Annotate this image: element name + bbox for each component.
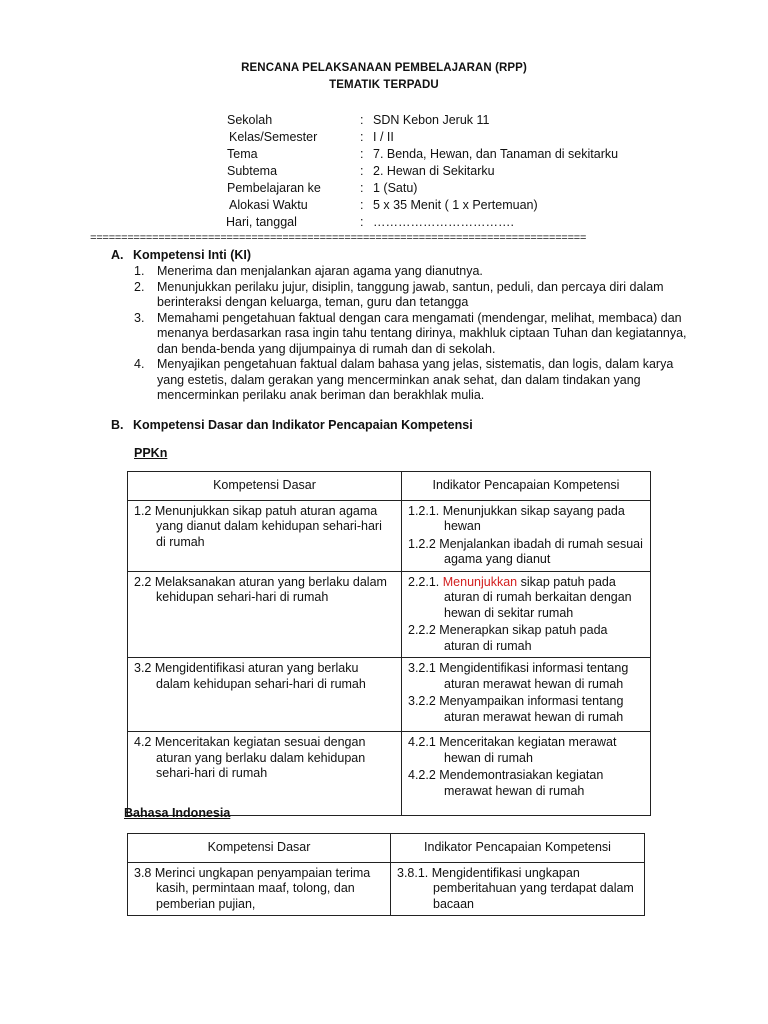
info-colon: : — [360, 198, 364, 212]
ki-list — [134, 264, 694, 404]
table-row — [128, 500, 651, 571]
kd-cell — [128, 732, 402, 816]
indicator-cell — [402, 658, 651, 732]
kd-text: 1.2 Menunjukkan sikap patuh aturan agama yang dianut dalam kehidupan sehari-hari di rumah — [134, 503, 382, 549]
ppkn-table — [127, 471, 651, 816]
indicator-cell — [391, 862, 645, 916]
kd-cell — [128, 571, 402, 658]
kd-cell — [128, 862, 391, 916]
info-value: ……………………………. — [373, 215, 514, 229]
indicator-text: Menceritakan kegiatan merawat hewan di rumah — [439, 735, 617, 765]
list-item-number: 2. — [134, 279, 145, 294]
indicator-text: Menerapkan sikap patuh pada aturan di rumah — [439, 623, 608, 653]
ppkn-heading: PPKn — [134, 446, 168, 460]
indicator-text: Mengidentifikasi ungkapan pemberitahuan yang terdapat dalam bacaan — [431, 865, 634, 911]
info-colon: : — [360, 147, 364, 161]
indicator-item — [408, 768, 644, 799]
info-label: Alokasi Waktu — [229, 198, 308, 212]
list-item-text: Menerima dan menjalankan ajaran agama yang dianutnya. — [157, 264, 483, 278]
indicator-text: Menjalankan ibadah di rumah sesuai agama yang dianut — [439, 536, 643, 566]
table-header-row — [128, 834, 645, 863]
indicator-item — [408, 694, 644, 725]
list-item — [134, 280, 694, 311]
separator-line: ================================================================================ — [90, 233, 587, 245]
kd-cell — [128, 500, 402, 571]
kd-text: 3.8 Merinci ungkapan penyampaian terima kasih, permintaan maaf, tolong, dan pemberian pujian, — [134, 865, 371, 911]
indicator-number: 4.2.1 — [408, 735, 436, 749]
list-item-number: 3. — [134, 310, 145, 325]
table-header-row — [128, 472, 651, 501]
indicator-item — [408, 623, 644, 654]
list-item — [134, 311, 694, 358]
table-row — [128, 732, 651, 816]
list-item-number: 4. — [134, 357, 145, 371]
info-colon: : — [360, 215, 364, 229]
column-header-ipk: Indikator Pencapaian Kompetensi — [402, 472, 651, 501]
indicator-text: Menunjukkan sikap sayang pada hewan — [442, 503, 625, 533]
indicator-number: 1.2.1. — [408, 503, 440, 518]
list-item-text: Memahami pengetahuan faktual dengan cara mengamati (mendengar, melihat, membaca) dan menanya berdasarkan rasa ingin tahu tentang dirinya, makhluk ciptaan Tuhan dan kegiatannya, dan benda-benda yang dijumpainya di rumah dan di sekolah. — [157, 310, 687, 356]
section-a-title: Kompetensi Inti (KI) — [133, 248, 252, 262]
indicator-number: 2.2.1. — [408, 574, 440, 589]
column-header-ipk: Indikator Pencapaian Kompetensi — [391, 834, 645, 863]
bahasa-table — [127, 833, 645, 916]
list-item — [134, 264, 694, 280]
indicator-number: 3.2.1 — [408, 661, 436, 675]
info-value: I / II — [373, 130, 394, 144]
list-item-text: Menunjukkan perilaku jujur, disiplin, tanggung jawab, santun, peduli, dan percaya diri dalam berinteraksi dengan keluarga, teman, guru dan tetangga — [157, 279, 664, 309]
indicator-number: 2.2.2 — [408, 623, 436, 637]
document-title: RENCANA PELAKSANAAN PEMBELAJARAN (RPP) — [241, 62, 527, 74]
kd-text: 2.2 Melaksanakan aturan yang berlaku dalam kehidupan sehari-hari di rumah — [134, 574, 387, 604]
info-value: 7. Benda, Hewan, dan Tanaman di sekitarku — [373, 147, 619, 161]
info-label: Sekolah — [227, 113, 273, 127]
info-value: 1 (Satu) — [373, 181, 418, 195]
info-label: Subtema — [227, 164, 278, 178]
bahasa-heading: Bahasa Indonesia — [124, 806, 231, 820]
indicator-item — [397, 866, 638, 913]
indicator-item — [408, 735, 644, 766]
indicator-cell — [402, 571, 651, 658]
info-value: SDN Kebon Jeruk 11 — [373, 113, 490, 127]
info-label: Pembelajaran ke — [227, 181, 321, 195]
indicator-item — [408, 575, 644, 622]
info-value: 2. Hewan di Sekitarku — [373, 164, 495, 178]
indicator-text: Mengidentifikasi informasi tentang aturan merawat hewan di rumah — [439, 661, 629, 691]
kd-text: 4.2 Menceritakan kegiatan sesuai dengan aturan yang berlaku dalam kehidupan sehari-hari di rumah — [134, 735, 366, 780]
document-subtitle: TEMATIK TERPADU — [329, 79, 439, 91]
table-row — [128, 862, 645, 916]
list-item-number: 1. — [134, 264, 145, 278]
indicator-number: 3.2.2 — [408, 694, 436, 708]
indicator-text: sikap patuh pada aturan di rumah berkaitan dengan hewan di sekitar rumah — [444, 574, 632, 620]
highlighted-word: Menunjukkan — [442, 574, 518, 589]
indicator-item — [408, 504, 644, 535]
info-value: 5 x 35 Menit ( 1 x Pertemuan) — [373, 198, 538, 212]
kd-text: 3.2 Mengidentifikasi aturan yang berlaku dalam kehidupan sehari-hari di rumah — [134, 661, 366, 691]
table-row — [128, 571, 651, 658]
info-label: Kelas/Semester — [229, 130, 318, 144]
indicator-text: Menyampaikan informasi tentang aturan merawat hewan di rumah — [439, 694, 624, 724]
info-label: Hari, tanggal — [226, 215, 297, 229]
info-colon: : — [360, 113, 364, 127]
list-item-text: Menyajikan pengetahuan faktual dalam bahasa yang jelas, sistematis, dan logis, dalam karya yang estetis, dalam gerakan yang mencerminkan anak sehat, dan dalam tindakan yang mencerminkan perilaku anak beriman dan berakhlak mulia. — [157, 357, 674, 402]
column-header-kd: Kompetensi Dasar — [128, 472, 402, 501]
list-item — [134, 357, 694, 404]
indicator-number: 1.2.2 — [408, 536, 436, 551]
info-colon: : — [360, 130, 364, 144]
info-colon: : — [360, 181, 364, 195]
info-colon: : — [360, 164, 364, 178]
indicator-text: Mendemontrasiakan kegiatan merawat hewan di rumah — [439, 768, 604, 798]
kd-cell — [128, 658, 402, 732]
indicator-item — [408, 661, 644, 692]
table-row — [128, 658, 651, 732]
section-b-title: Kompetensi Dasar dan Indikator Pencapaian Kompetensi — [133, 418, 473, 432]
section-b-marker: B. — [111, 418, 124, 432]
indicator-number: 4.2.2 — [408, 768, 436, 782]
info-label: Tema — [227, 147, 258, 161]
indicator-number: 3.8.1. — [397, 865, 429, 880]
indicator-item — [408, 537, 644, 568]
section-a-marker: A. — [111, 248, 124, 262]
column-header-kd: Kompetensi Dasar — [128, 834, 391, 863]
indicator-cell — [402, 732, 651, 816]
indicator-cell — [402, 500, 651, 571]
